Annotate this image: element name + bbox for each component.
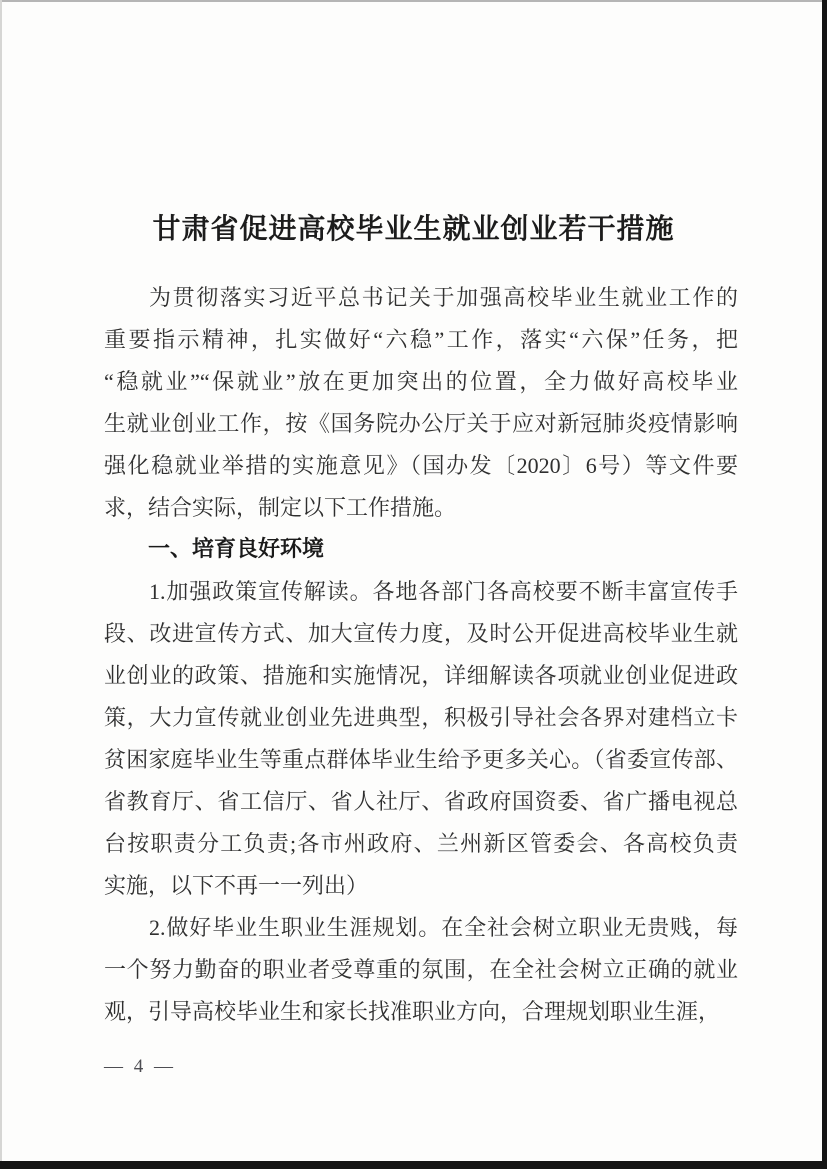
text-line: 贫困家庭毕业生等重点群体毕业生给予更多关心。（省委宣传部、 (104, 747, 738, 772)
document-body (104, 277, 738, 1033)
text-line: 业创业的政策、措施和实施情况，详细解读各项就业创业促进政 (104, 663, 738, 688)
text-line: 生就业创业工作，按《国务院办公厅关于应对新冠肺炎疫情影响 (104, 411, 738, 436)
document-title: 甘肃省促进高校毕业生就业创业若干措施 (152, 213, 675, 245)
scan-edge-left (0, 0, 2, 1169)
text-line: 段、改进宣传方式、加大宣传力度，及时公开促进高校毕业生就 (104, 621, 738, 646)
text-line: 为贯彻落实习近平总书记关于加强高校毕业生就业工作的 (149, 285, 738, 310)
scan-edge-bottom (0, 1161, 827, 1169)
page-number: — 4 — (104, 1056, 176, 1077)
text-line: 省教育厅、省工信厅、省人社厅、省政府国资委、省广播电视总 (104, 789, 738, 814)
text-line: 求，结合实际，制定以下工作措施。 (104, 495, 457, 520)
text-line: 重要指示精神，扎实做好“六稳”工作，落实“六保”任务，把 (104, 327, 738, 352)
text-line: 强化稳就业举措的实施意见》（国办发〔2020〕6号）等文件要 (104, 453, 738, 478)
scan-edge-top (0, 0, 827, 2)
scan-edge-right (822, 0, 827, 1169)
text-line: 策，大力宣传就业创业先进典型，积极引导社会各界对建档立卡 (104, 705, 738, 730)
text-line: 2.做好毕业生职业生涯规划。在全社会树立职业无贵贱，每 (149, 915, 738, 940)
text-line: 一个努力勤奋的职业者受尊重的氛围，在全社会树立正确的就业 (104, 957, 738, 982)
text-line: 观，引导高校毕业生和家长找准职业方向，合理规划职业生涯， (104, 999, 721, 1024)
text-line: 实施，以下不再一一列出） (104, 873, 369, 898)
section-heading: 一、培育良好环境 (148, 537, 325, 562)
text-line: 台按职责分工负责;各市州政府、兰州新区管委会、各高校负责 (104, 831, 738, 856)
text-line: 1.加强政策宣传解读。各地各部门各高校要不断丰富宣传手 (149, 579, 738, 604)
text-line: “稳就业”“保就业”放在更加突出的位置，全力做好高校毕业 (104, 369, 738, 394)
